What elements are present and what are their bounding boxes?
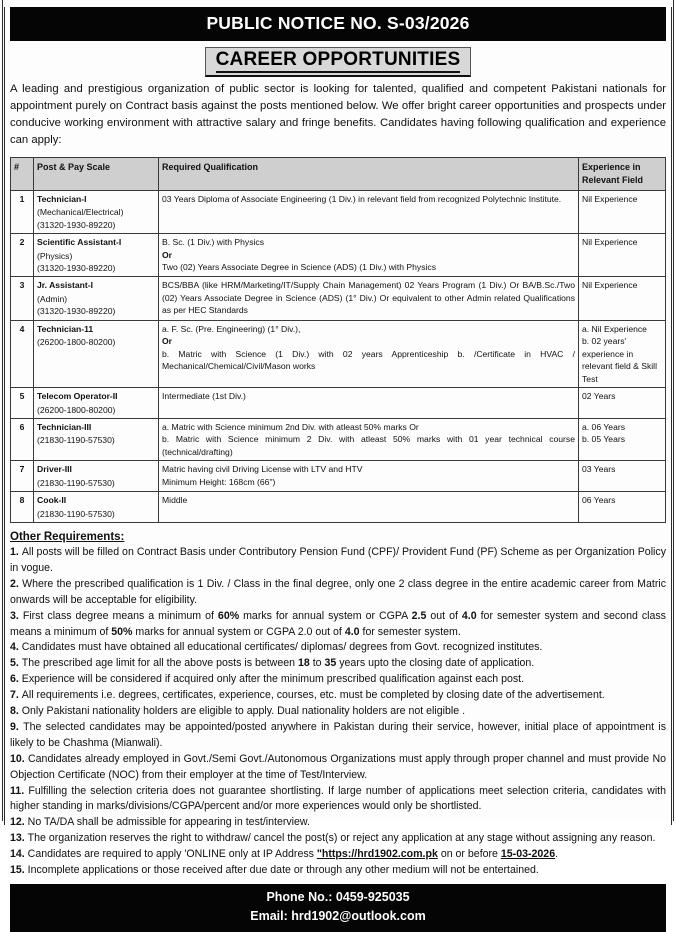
jobs-table-body bbox=[11, 190, 666, 522]
table-row bbox=[11, 320, 666, 387]
cell-required-qualification bbox=[159, 277, 579, 320]
post-title: Scientific Assistant-I bbox=[37, 237, 122, 248]
cell-experience bbox=[579, 388, 666, 419]
table-row bbox=[11, 234, 666, 277]
cell-experience bbox=[579, 234, 666, 277]
table-row bbox=[11, 418, 666, 460]
requirement-number: 2. bbox=[10, 577, 23, 590]
requirement-number: 5. bbox=[10, 657, 22, 670]
cell-post-and-pay-scale bbox=[34, 320, 159, 387]
table-row bbox=[11, 388, 666, 419]
table-row bbox=[11, 461, 666, 492]
qualification-line: Intermediate (1st Div.) bbox=[162, 391, 246, 402]
requirement-item bbox=[10, 815, 666, 831]
requirement-text: All requirements i.e. degrees, certificates, experience, courses, etc. must be completed by closing date of the advertisement. bbox=[21, 689, 605, 702]
requirement-item bbox=[10, 704, 666, 720]
cell-experience bbox=[579, 461, 666, 492]
cell-post-and-pay-scale bbox=[34, 277, 159, 320]
experience-line: 02 Years bbox=[582, 391, 616, 402]
column-header-experience: Experience in Relevant Field bbox=[579, 157, 666, 190]
qualification-line: Matric having civil Driving License with LTV and HTV bbox=[162, 464, 363, 475]
cell-index: 6 bbox=[11, 418, 34, 460]
requirement-text: No TA/DA shall be admissible for appearing in test/interview. bbox=[27, 816, 310, 829]
footer-email: Email: hrd1902@outlook.com bbox=[250, 909, 426, 924]
requirement-item bbox=[10, 656, 666, 672]
cell-experience bbox=[579, 320, 666, 387]
qualification-line: Middle bbox=[162, 495, 188, 506]
qualification-line: BCS/BBA (like HRM/Marketing/IT/Supply Chain Management) 02 Years Program (1 Div.) Or BA/B.Sc./Two (02) Years Associate Degree in Science (ADS) (1° Div.) Or equivalent to other Admin related Qualifications as per HEC Standards bbox=[162, 280, 575, 316]
requirement-text: Candidates already employed in Govt./Semi Govt./Autonomous Organizations must apply through proper channel and must provide No Objection Certificate (NOC) from their employer at the time of Test/Interview. bbox=[10, 752, 667, 781]
experience-line: 03 Years bbox=[582, 464, 616, 475]
requirement-number: 3. bbox=[10, 609, 23, 622]
requirement-text: All posts will be filled on Contract Basis under Contributory Pension Fund (CPF)/ Provident Fund (PF) Scheme as per Organization Policy in vogue. bbox=[10, 546, 666, 575]
requirement-item bbox=[10, 609, 666, 641]
qualification-line: b. Matric with Science (1 Div.) with 02 years Apprenticeship b. /Certificate in HVAC / Mechanical/Chemical/Civil/Mason works bbox=[162, 348, 575, 372]
qualification-line: Or bbox=[162, 249, 173, 260]
jobs-table-head bbox=[11, 157, 666, 190]
table-row bbox=[11, 190, 666, 233]
cell-required-qualification bbox=[159, 492, 579, 523]
requirement-text: Only Pakistani nationality holders are eligible to apply. Dual nationality holders are not eligible . bbox=[21, 705, 466, 718]
requirement-number: 8. bbox=[10, 705, 22, 718]
table-header-row bbox=[11, 157, 666, 190]
post-subtitle: (Mechanical/Electrical) bbox=[37, 207, 124, 218]
other-requirements-list bbox=[10, 545, 666, 879]
post-title: Jr. Assistant-I bbox=[37, 280, 94, 291]
requirement-middle-text: on or before bbox=[437, 848, 501, 861]
table-row bbox=[11, 277, 666, 320]
intro-paragraph: A leading and prestigious organization of public sector is looking for talented, qualified and competent Pakistani nationals for appointment purely on Contract basis against the posts mentioned below. We offer bright career opportunities and prospects under conducive working environment with attractive salary and fringe benefits. Candidates having following qualification and experience can apply: bbox=[10, 83, 666, 147]
requirement-number: 11. bbox=[10, 784, 29, 797]
cell-post-and-pay-scale bbox=[34, 492, 159, 523]
requirement-item bbox=[10, 672, 666, 688]
career-opportunities-heading bbox=[205, 47, 472, 77]
pay-scale: (26200-1800-80200) bbox=[37, 337, 116, 348]
requirement-number: 12. bbox=[10, 816, 28, 829]
cell-required-qualification bbox=[159, 320, 579, 387]
requirement-text: Candidates must have obtained all educational certificates/ diplomas/ degrees from Govt. recognized institutes. bbox=[21, 641, 543, 654]
qualification-line: b. Matric with Science minimum 2 Div. with atleast 50% marks with 01 year technical course (technical/drafting) bbox=[162, 434, 575, 457]
column-header-index: # bbox=[11, 157, 34, 190]
requirement-text: The selected candidates may be appointed/posted anywhere in Pakistan during their service, however, initial place of appointment is likely to be Chashma (Mianwali). bbox=[10, 720, 666, 749]
cell-index: 1 bbox=[11, 190, 34, 233]
page-frame bbox=[4, 7, 672, 924]
post-title: Technician-III bbox=[37, 421, 92, 432]
qualification-line: Or bbox=[162, 336, 173, 347]
pay-scale: (21830-1190-57530) bbox=[37, 435, 115, 446]
requirement-number: 6. bbox=[10, 673, 22, 686]
requirement-item bbox=[10, 847, 666, 863]
requirement-item bbox=[10, 784, 666, 816]
requirement-number: 7. bbox=[10, 689, 22, 702]
requirement-number: 14. bbox=[10, 848, 28, 861]
requirement-text: The organization reserves the right to withdraw/ cancel the post(s) or reject any application at any stage without assigning any reason. bbox=[27, 832, 656, 845]
requirement-text: Incomplete applications or those received after due date or through any other medium will not be entertained. bbox=[27, 863, 539, 876]
cell-required-qualification bbox=[159, 418, 579, 460]
cell-index: 4 bbox=[11, 320, 34, 387]
post-title: Telecom Operator-II bbox=[37, 391, 118, 402]
cell-index: 5 bbox=[11, 388, 34, 419]
requirement-lead-text: Candidates are required to apply 'ONLINE only at IP Address bbox=[27, 848, 317, 861]
apply-url-link[interactable]: "https://hrd1902.com.pk bbox=[316, 848, 438, 861]
column-header-qualification: Required Qualification bbox=[159, 157, 579, 190]
cell-post-and-pay-scale bbox=[34, 461, 159, 492]
requirement-number: 9. bbox=[10, 720, 24, 733]
requirement-item bbox=[10, 640, 666, 656]
qualification-line: 03 Years Diploma of Associate Engineering (1 Div.) in relevant field from recognized Polytechnic Institute. bbox=[162, 193, 562, 204]
requirement-item bbox=[10, 863, 666, 879]
experience-line: 06 Years bbox=[582, 495, 616, 506]
post-subtitle: (Admin) bbox=[37, 293, 68, 304]
pay-scale: (31320-1930-89220) bbox=[37, 262, 116, 273]
requirement-text: The prescribed age limit for all the above posts is between 18 to 35 years upto the closing date of application. bbox=[21, 657, 535, 670]
requirement-number: 4. bbox=[10, 641, 22, 654]
cell-index: 3 bbox=[11, 277, 34, 320]
pay-scale: (26200-1800-80200) bbox=[37, 404, 116, 415]
requirement-item bbox=[10, 577, 666, 609]
cell-post-and-pay-scale bbox=[34, 418, 159, 460]
cell-required-qualification bbox=[159, 234, 579, 277]
cell-post-and-pay-scale bbox=[34, 190, 159, 233]
cell-experience bbox=[579, 190, 666, 233]
pay-scale: (31320-1930-89220) bbox=[37, 306, 116, 317]
column-header-post: Post & Pay Scale bbox=[34, 157, 159, 190]
requirement-item bbox=[10, 545, 666, 577]
table-row bbox=[11, 492, 666, 523]
pay-scale: (31320-1930-89220) bbox=[37, 219, 116, 230]
notice-title-banner: PUBLIC NOTICE NO. S-03/2026 bbox=[10, 7, 666, 41]
experience-line: b. 05 Years bbox=[582, 434, 626, 445]
requirement-item bbox=[10, 752, 666, 784]
requirement-item bbox=[10, 720, 666, 752]
post-title: Cook-II bbox=[37, 495, 67, 506]
cell-experience bbox=[579, 418, 666, 460]
requirement-number: 15. bbox=[10, 863, 28, 876]
other-requirements-heading: Other Requirements: bbox=[10, 531, 125, 544]
requirement-text: Where the prescribed qualification is 1 Div. / Class in the final degree, only one 2 class degree in the entire academic career from Matric onwards will be acceptable for eligibility. bbox=[10, 577, 667, 606]
qualification-line: a. F. Sc. (Pre. Engineering) (1° Div.), bbox=[162, 323, 301, 334]
pay-scale: (21830-1190-57530) bbox=[37, 508, 115, 519]
career-heading-wrap bbox=[10, 47, 666, 77]
experience-line: a. Nil Experience bbox=[582, 323, 647, 334]
cell-index: 2 bbox=[11, 234, 34, 277]
qualification-line: a. Matric with Science minimum 2nd Div. with atleast 50% marks Or bbox=[162, 421, 419, 432]
experience-line: Nil Experience bbox=[582, 193, 638, 204]
requirement-text: Fulfilling the selection criteria does not guarantee shortlisting. If large number of applications meet selection criteria, candidates with higher standing in marks/divisions/CGPA/percent and/or more experiences would only be shortlisted. bbox=[10, 784, 667, 813]
experience-line: a. 06 Years bbox=[582, 421, 626, 432]
cell-required-qualification bbox=[159, 190, 579, 233]
requirement-text bbox=[28, 848, 558, 860]
requirement-item bbox=[10, 831, 666, 847]
qualification-line: Minimum Height: 168cm (66") bbox=[162, 476, 276, 487]
experience-line: Nil Experience bbox=[582, 280, 638, 291]
qualification-line: B. Sc. (1 Div.) with Physics bbox=[162, 237, 265, 248]
cell-post-and-pay-scale bbox=[34, 388, 159, 419]
requirement-number: 10. bbox=[10, 752, 29, 765]
cell-index: 8 bbox=[11, 492, 34, 523]
cell-required-qualification bbox=[159, 461, 579, 492]
cell-required-qualification bbox=[159, 388, 579, 419]
requirement-text: Experience will be considered if acquired only after the minimum prescribed qualification against each post. bbox=[21, 673, 525, 686]
requirement-number: 13. bbox=[10, 832, 28, 845]
footer-phone: Phone No.: 0459-925035 bbox=[266, 889, 410, 904]
pay-scale: (21830-1190-57530) bbox=[37, 477, 115, 488]
post-title: Technician-11 bbox=[37, 323, 94, 334]
career-opportunities-label: CAREER OPPORTUNITIES bbox=[216, 49, 461, 73]
contact-footer bbox=[10, 884, 666, 932]
requirement-text: First class degree means a minimum of 60% marks for annual system or CGPA 2.5 out of 4.0 for semester system and second class means a minimum of 50% marks for annual system or CGPA 2.0 out of 4.0 for semester system. bbox=[10, 609, 666, 638]
post-title: Driver-III bbox=[37, 464, 72, 475]
jobs-table bbox=[10, 157, 666, 524]
requirement-number: 1. bbox=[10, 546, 22, 559]
qualification-line: Two (02) Years Associate Degree in Science (ADS) (1 Div.) with Physics bbox=[162, 261, 436, 272]
post-title: Technician-I bbox=[37, 193, 87, 204]
requirement-tail-text: . bbox=[555, 848, 559, 861]
cell-experience bbox=[579, 277, 666, 320]
cell-post-and-pay-scale bbox=[34, 234, 159, 277]
post-subtitle: (Physics) bbox=[37, 250, 73, 261]
experience-line: b. 02 years' experience in relevant field & Skill Test bbox=[582, 336, 657, 384]
cell-index: 7 bbox=[11, 461, 34, 492]
requirement-item bbox=[10, 688, 666, 704]
experience-line: Nil Experience bbox=[582, 237, 638, 248]
closing-date: 15-03-2026 bbox=[500, 848, 556, 861]
cell-experience bbox=[579, 492, 666, 523]
